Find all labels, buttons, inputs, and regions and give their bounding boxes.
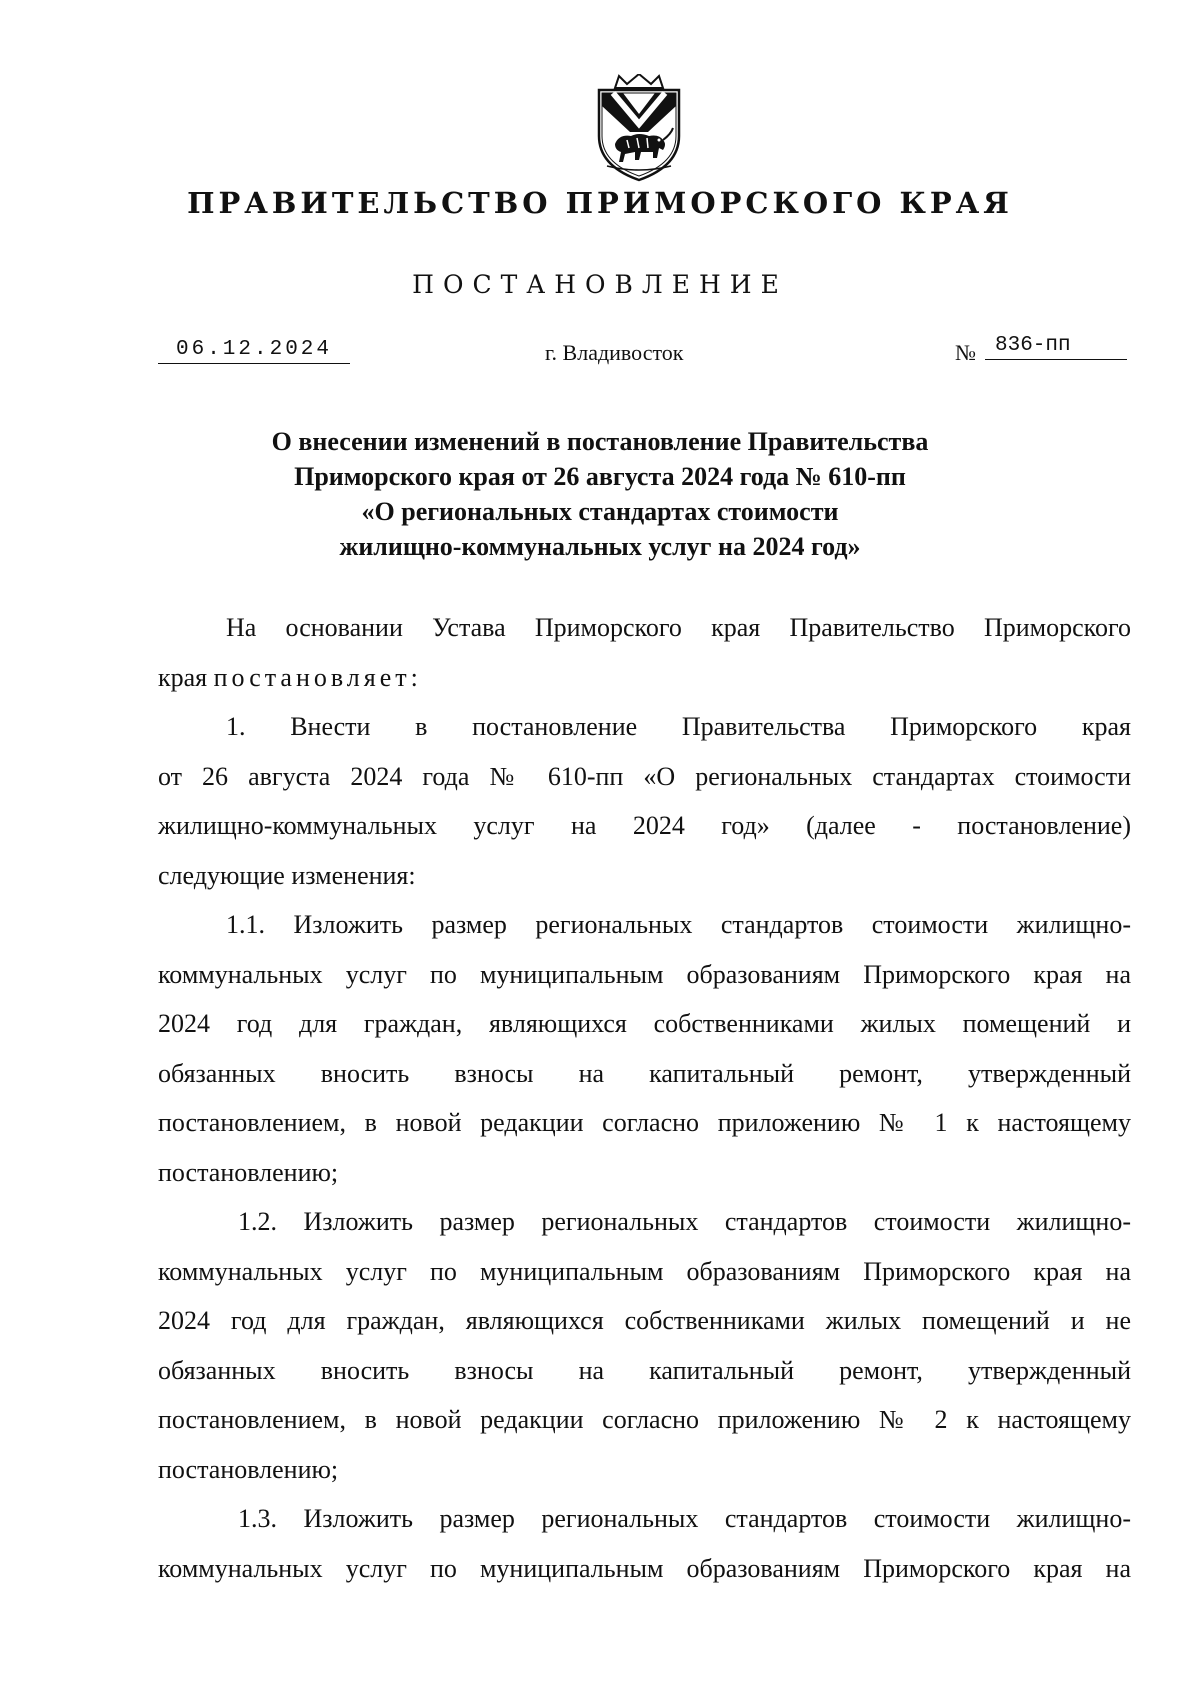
item-1-1-line: 1.1. Изложить размер региональных стандартов стоимости жилищно- bbox=[226, 910, 1131, 939]
document-number: 836-пп bbox=[985, 334, 1127, 360]
item-1-line: следующие изменения: bbox=[158, 860, 416, 890]
item-1-line: от 26 августа 2024 года № 610-пп «О региональных стандартах стоимости bbox=[158, 761, 1131, 791]
document-city: г. Владивосток bbox=[545, 340, 684, 365]
item-1-1-line: постановлению; bbox=[158, 1157, 339, 1187]
item-1-2-line: 2024 год для граждан, являющихся собственниками жилых помещений и не bbox=[158, 1306, 1131, 1335]
coat-of-arms-icon bbox=[593, 74, 685, 184]
subject-line: Приморского края от 26 августа 2024 года № 610-пп bbox=[294, 462, 906, 491]
item-1-2-line: постановлению; bbox=[158, 1454, 339, 1484]
item-1-1-line: коммунальных услуг по муниципальным образованиям Приморского края на bbox=[158, 959, 1131, 989]
document-subject bbox=[180, 424, 1020, 564]
subject-line: О внесении изменений в постановление Правительства bbox=[271, 427, 929, 456]
item-1-line: 1. Внести в постановление Правительства Приморского края bbox=[226, 712, 1131, 741]
item-1-2-line: коммунальных услуг по муниципальным образованиям Приморского края на bbox=[158, 1256, 1131, 1286]
item-1-line: жилищно-коммунальных услуг на 2024 год» (далее - постановление) bbox=[158, 811, 1131, 840]
item-1-2-line: 1.2. Изложить размер региональных стандартов стоимости жилищно- bbox=[238, 1207, 1131, 1236]
preamble-line: На основании Устава Приморского края Правительство Приморского bbox=[226, 613, 1131, 642]
item-1-2-line: постановлением, в новой редакции согласно приложению № 2 к настоящему bbox=[158, 1405, 1131, 1434]
document-body bbox=[158, 603, 1131, 1593]
preamble-start: края bbox=[158, 662, 208, 692]
item-1-1-line: 2024 год для граждан, являющихся собственниками жилых помещений и bbox=[158, 1009, 1131, 1038]
decree-verb: постановляет: bbox=[213, 662, 422, 692]
number-sign: № bbox=[955, 340, 976, 365]
subject-line: «О региональных стандартах стоимости bbox=[361, 497, 839, 526]
item-1-2-line: обязанных вносить взносы на капитальный ремонт, утвержденный bbox=[158, 1355, 1131, 1385]
item-1-3-line: коммунальных услуг по муниципальным образованиям Приморского края на bbox=[158, 1553, 1131, 1583]
preamble-line bbox=[158, 653, 1131, 703]
subject-line: жилищно-коммунальных услуг на 2024 год» bbox=[339, 532, 861, 561]
item-1-1-line: обязанных вносить взносы на капитальный ремонт, утвержденный bbox=[158, 1058, 1131, 1088]
item-1-1-line: постановлением, в новой редакции согласно приложению № 1 к настоящему bbox=[158, 1108, 1131, 1137]
government-title: ПРАВИТЕЛЬСТВО ПРИМОРСКОГО КРАЯ bbox=[187, 186, 1013, 220]
document-type: ПОСТАНОВЛЕНИЕ bbox=[412, 270, 788, 299]
document-date: 06.12.2024 bbox=[158, 338, 350, 364]
item-1-3-line: 1.3. Изложить размер региональных стандартов стоимости жилищно- bbox=[238, 1504, 1131, 1533]
